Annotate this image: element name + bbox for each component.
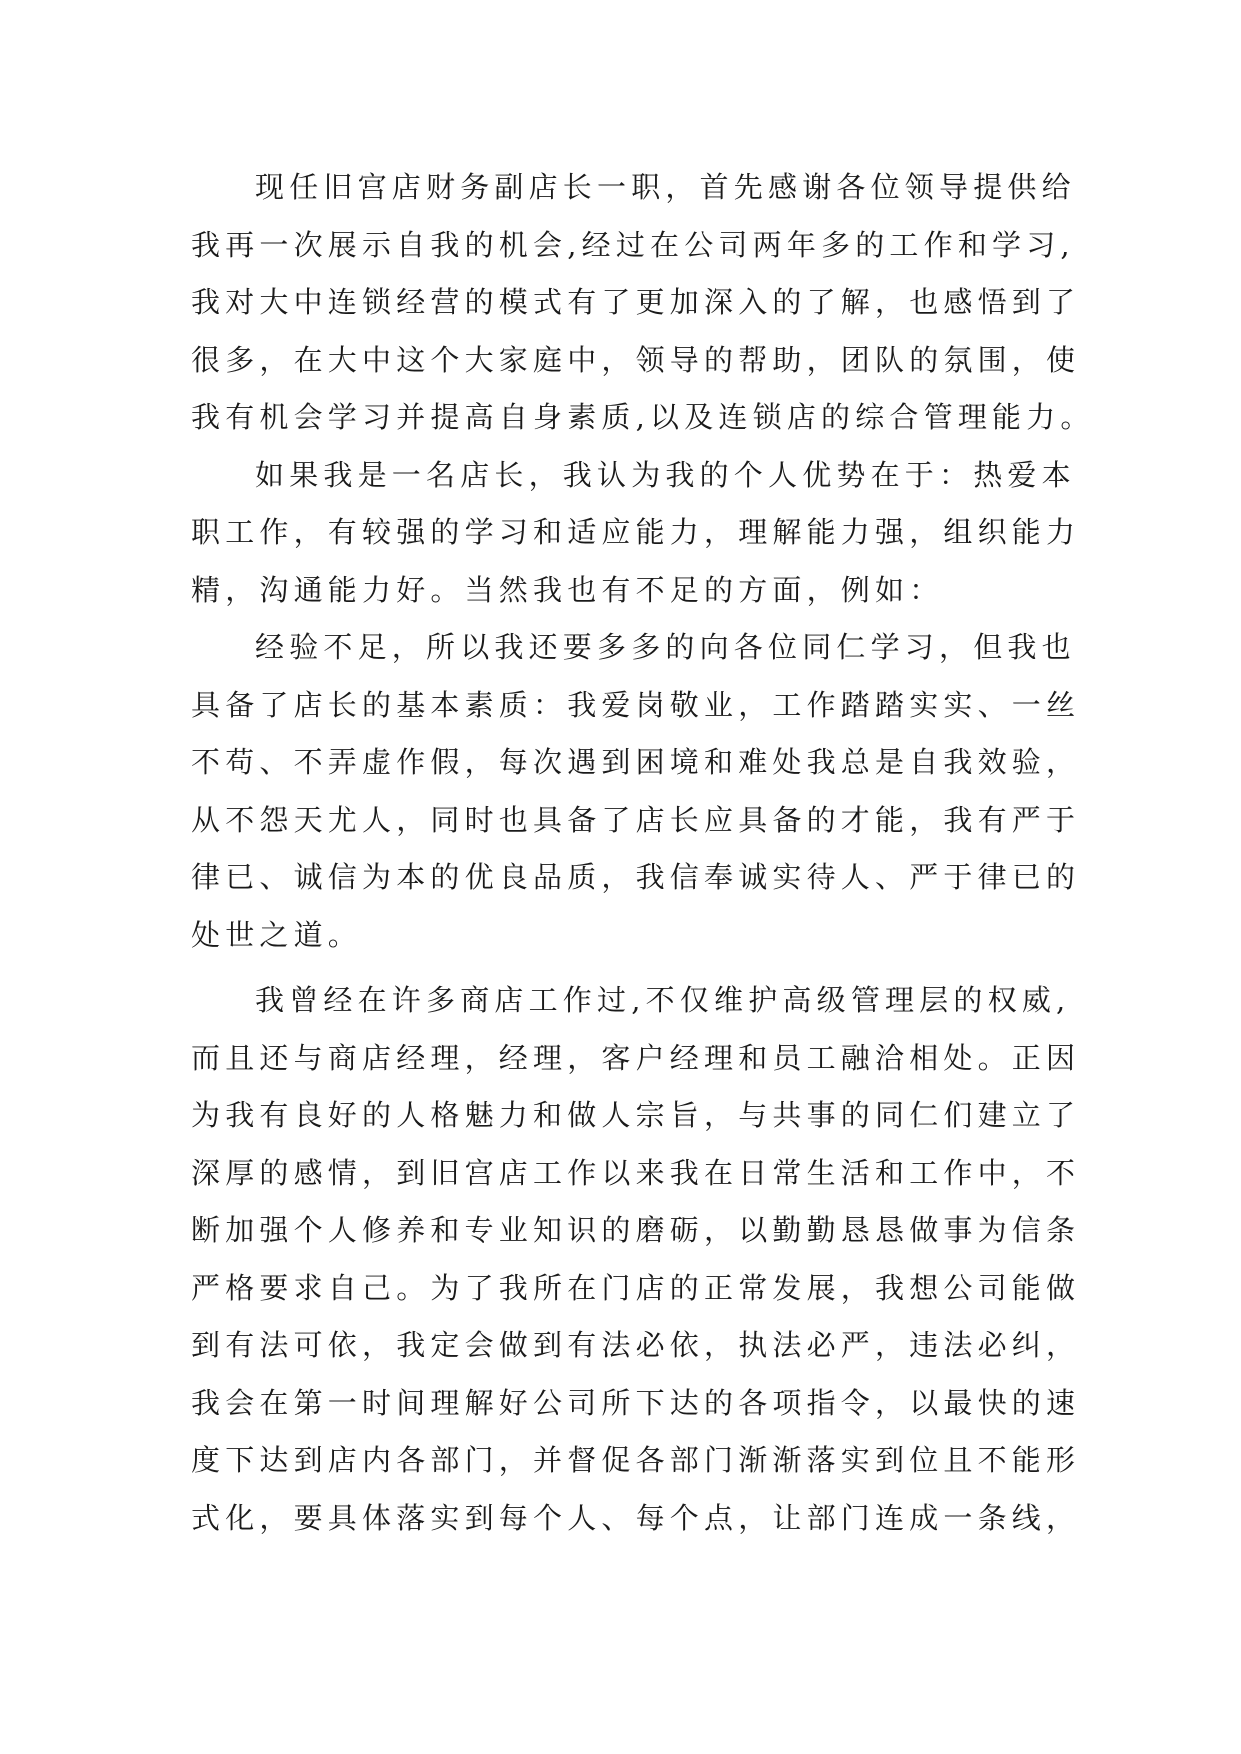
paragraph-1-line-3: 我对大中连锁经营的模式有了更加深入的了解，也感悟到了 [191, 285, 1081, 319]
paragraph-4-line-9: 度下达到店内各部门，并督促各部门渐渐落实到位且不能形 [191, 1443, 1081, 1477]
paragraph-2-line-2: 职工作，有较强的学习和适应能力，理解能力强，组织能力 [191, 515, 1081, 549]
paragraph-4-line-7: 到有法可依，我定会做到有法必依，执法必严，违法必纠， [191, 1328, 1081, 1362]
paragraph-1-line-2: 我再一次展示自我的机会,经过在公司两年多的工作和学习, [191, 227, 1075, 262]
paragraph-1-line-4: 很多，在大中这个大家庭中，领导的帮助，团队的氛围，使 [191, 342, 1081, 377]
paragraph-4-line-4: 深厚的感情，到旧宫店工作以来我在日常生活和工作中，不 [191, 1155, 1081, 1190]
paragraph-3-line-3: 不苟、不弄虚作假，每次遇到困境和难处我总是自我效验， [191, 745, 1081, 779]
paragraph-4-line-5: 断加强个人修养和专业知识的磨砺，以勤勤恳恳做事为信条 [191, 1213, 1081, 1247]
paragraph-4-line-10: 式化，要具体落实到每个人、每个点，让部门连成一条线， [191, 1500, 1081, 1535]
paragraph-3-line-2: 具备了店长的基本素质：我爱岗敬业，工作踏踏实实、一丝 [191, 687, 1081, 722]
paragraph-2-line-3: 精，沟通能力好。当然我也有不足的方面，例如： [191, 572, 944, 607]
paragraph-4-line-1: 我曾经在许多商店工作过,不仅维护高级管理层的权威, [255, 983, 1071, 1017]
paragraph-2-line-1: 如果我是一名店长，我认为我的个人优势在于：热爱本 [255, 457, 1076, 492]
paragraph-1-line-1: 现任旧宫店财务副店长一职，首先感谢各位领导提供给 [255, 170, 1076, 204]
paragraph-4-line-8: 我会在第一时间理解好公司所下达的各项指令，以最快的速 [191, 1385, 1081, 1420]
paragraph-3-line-4: 从不怨天尤人，同时也具备了店长应具备的才能，我有严于 [191, 802, 1081, 837]
paragraph-4-line-3: 为我有良好的人格魅力和做人宗旨，与共事的同仁们建立了 [191, 1098, 1081, 1132]
document-body [191, 159, 1095, 1547]
paragraph-4-line-6: 严格要求自己。为了我所在门店的正常发展，我想公司能做 [191, 1270, 1081, 1305]
paragraph-3-line-5: 律已、诚信为本的优良品质，我信奉诚实待人、严于律已的 [191, 860, 1081, 894]
paragraph-4-line-2: 而且还与商店经理，经理，客户经理和员工融洽相处。正因 [191, 1040, 1081, 1075]
paragraph-1-line-5: 我有机会学习并提高自身素质,以及连锁店的综合管理能力。 [191, 400, 1095, 434]
paragraph-3-line-6: 处世之道。 [191, 917, 363, 952]
paragraph-3-line-1: 经验不足，所以我还要多多的向各位同仁学习，但我也 [255, 630, 1076, 664]
